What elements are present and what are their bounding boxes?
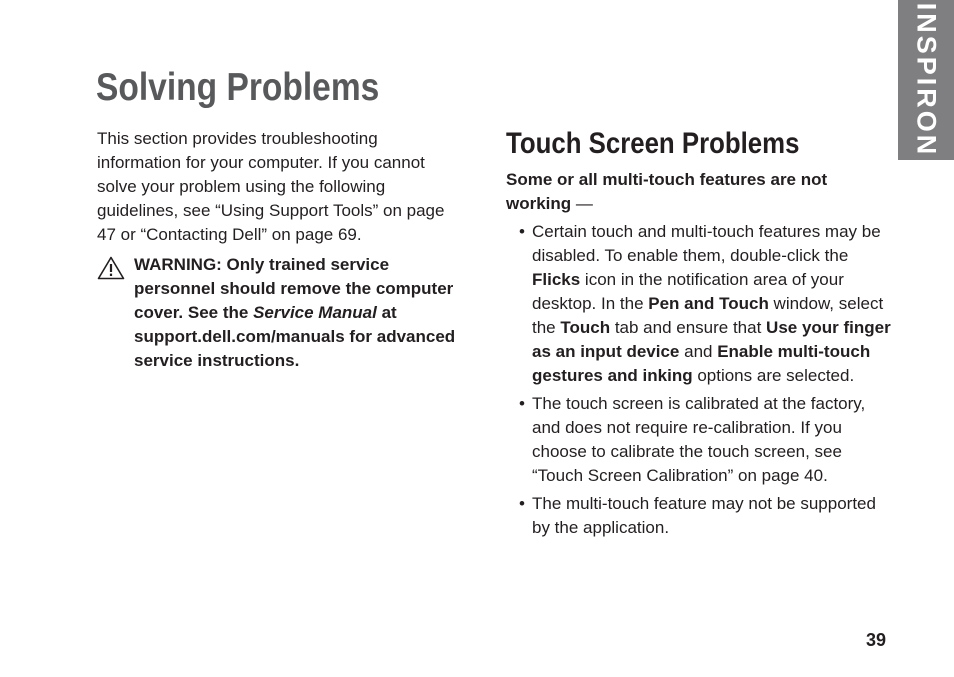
body-text: tab and ensure that [610,318,767,337]
list-item [506,492,892,540]
solution-list [506,220,892,540]
page-title: Solving Problems [96,66,380,109]
warning-emphasis: Service Manual [253,303,377,322]
warning-lead: WARNING: Only trained service personnel should remove the computer cover. See the [134,255,454,322]
bold-term: Touch [560,318,611,337]
body-text: options are selected. [692,366,855,385]
body-text: The touch screen is calibrated at the factory, and does not require re-calibration. If you choose to calibrate the touch screen, see “Touch Screen Calibration” on page 40. [532,394,866,485]
body-text: icon in the notification area of your desktop. In the [532,270,844,313]
touch-screen-column [506,168,892,544]
page-number: 39 [866,630,887,650]
problem-subhead [506,168,892,216]
bullet-dot: • [519,222,525,241]
warning-text [134,253,457,373]
warning-tail: at support.dell.com/manuals for advanced service instructions. [134,303,456,370]
list-item [506,392,892,488]
intro-column [97,127,457,247]
subhead-bold: Some or all multi-touch features are not working [506,170,828,213]
inspiron-side-tab [898,0,954,160]
warning-block [97,253,457,373]
section-title-touch-screen: Touch Screen Problems [506,127,800,160]
intro-paragraph: This section provides troubleshooting information for your computer. If you cannot solve your problem using the following guidelines, see “Using Support Tools” on page 47 or “Contacting Dell” on page 69. [97,129,445,244]
brand-tab-text: INSPIRON [911,2,942,158]
body-text: window, select the [532,294,884,337]
subhead-dash: — [571,194,593,213]
body-text: and [679,342,718,361]
bold-term: Flicks [532,270,581,289]
bullet-dot: • [519,394,525,413]
warning-triangle-icon [97,256,125,280]
bullet-dot: • [519,494,525,513]
body-text: Certain touch and multi-touch features may be disabled. To enable them, double-click the [532,222,881,265]
bold-term: Use your finger as an input device [532,318,891,361]
body-text: The multi-touch feature may not be supported by the application. [532,494,876,537]
bold-term: Enable multi-touch gestures and inking [532,342,871,385]
bold-term: Pen and Touch [648,294,769,313]
list-item [506,220,892,388]
